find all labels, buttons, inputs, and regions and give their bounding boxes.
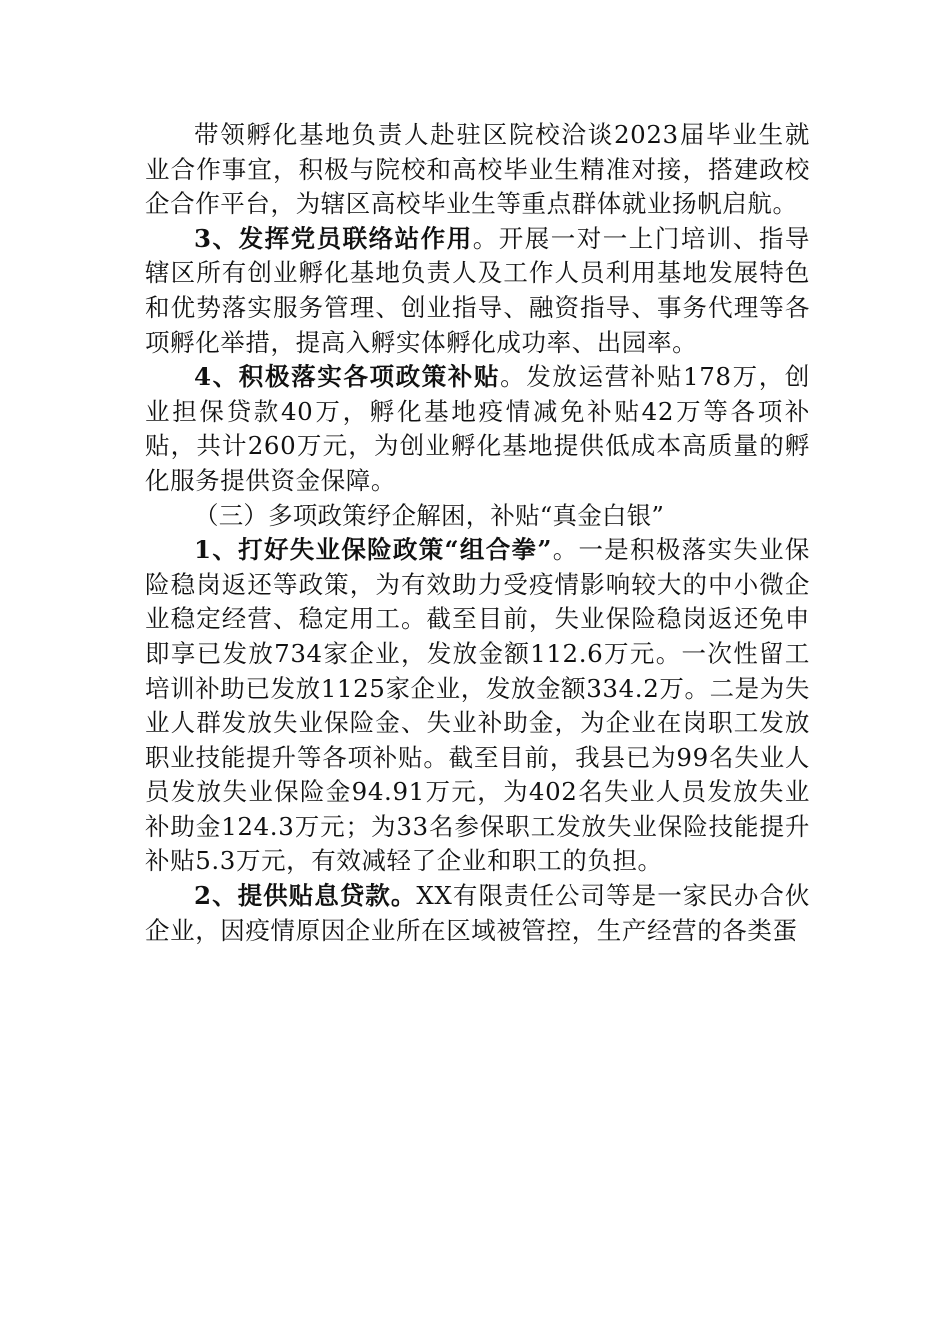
paragraph-heading: 4、积极落实各项政策补贴 <box>194 362 501 392</box>
paragraph-heading: 1、打好失业保险政策“组合拳” <box>194 535 553 565</box>
paragraph-heading: 2、提供贴息贷款。 <box>194 881 417 911</box>
paragraph-text: 带领孵化基地负责人赴驻区院校洽谈2023届毕业生就业合作事宜，积极与院校和高校毕业生精准对接，搭建政校企合作平台，为辖区高校毕业生等重点群体就业扬帆启航。 <box>145 120 810 219</box>
paragraph-policy-subsidies <box>145 360 810 498</box>
paragraph-text: 。发放运营补贴178万，创业担保贷款40万，孵化基地疫情减免补贴42万等各项补贴，共计260万元，为创业孵化基地提供低成本高质量的孵化服务提供资金保障。 <box>145 362 810 495</box>
paragraph-text: XX有限责任公司等是一家民办合伙企业，因疫情原因企业所在区域被管控，生产经营的各类蛋 <box>145 881 810 945</box>
paragraph-text: 。一是积极落实失业保险稳岗返还等政策，为有效助力受疫情影响较大的中小微企业稳定经营、稳定用工。截至目前，失业保险稳岗返还免申即享已发放734家企业，发放金额112.6万元。一次性留工培训补助已发放1125家企业，发放金额334.2万。二是为失业人群发放失业保险金、失业补助金，为企业在岗职工发放职业技能提升等各项补贴。截至目前，我县已为99名失业人员发放失业保险金94.91万元，为402名失业人员发放失业补助金124.3万元；为33名参保职工发放失业保险技能提升补贴5.3万元，有效减轻了企业和职工的负担。 <box>145 535 811 876</box>
paragraph-text: 。开展一对一上门培训、指导辖区所有创业孵化基地负责人及工作人员利用基地发展特色和优势落实服务管理、创业指导、融资指导、事务代理等各项孵化举措，提高入孵实体孵化成功率、出园率。 <box>145 223 810 357</box>
paragraph-party-liaison <box>145 222 810 360</box>
paragraph-heading: 3、发挥党员联络站作用 <box>194 223 473 253</box>
section-subheading-text: （三）多项政策纾企解困，补贴“真金白银” <box>194 500 665 530</box>
paragraph-continuation <box>145 118 810 222</box>
paragraph-interest-loans <box>145 879 810 948</box>
paragraph-unemployment-insurance <box>145 533 810 879</box>
document-body <box>145 118 810 948</box>
section-subheading <box>145 499 810 534</box>
